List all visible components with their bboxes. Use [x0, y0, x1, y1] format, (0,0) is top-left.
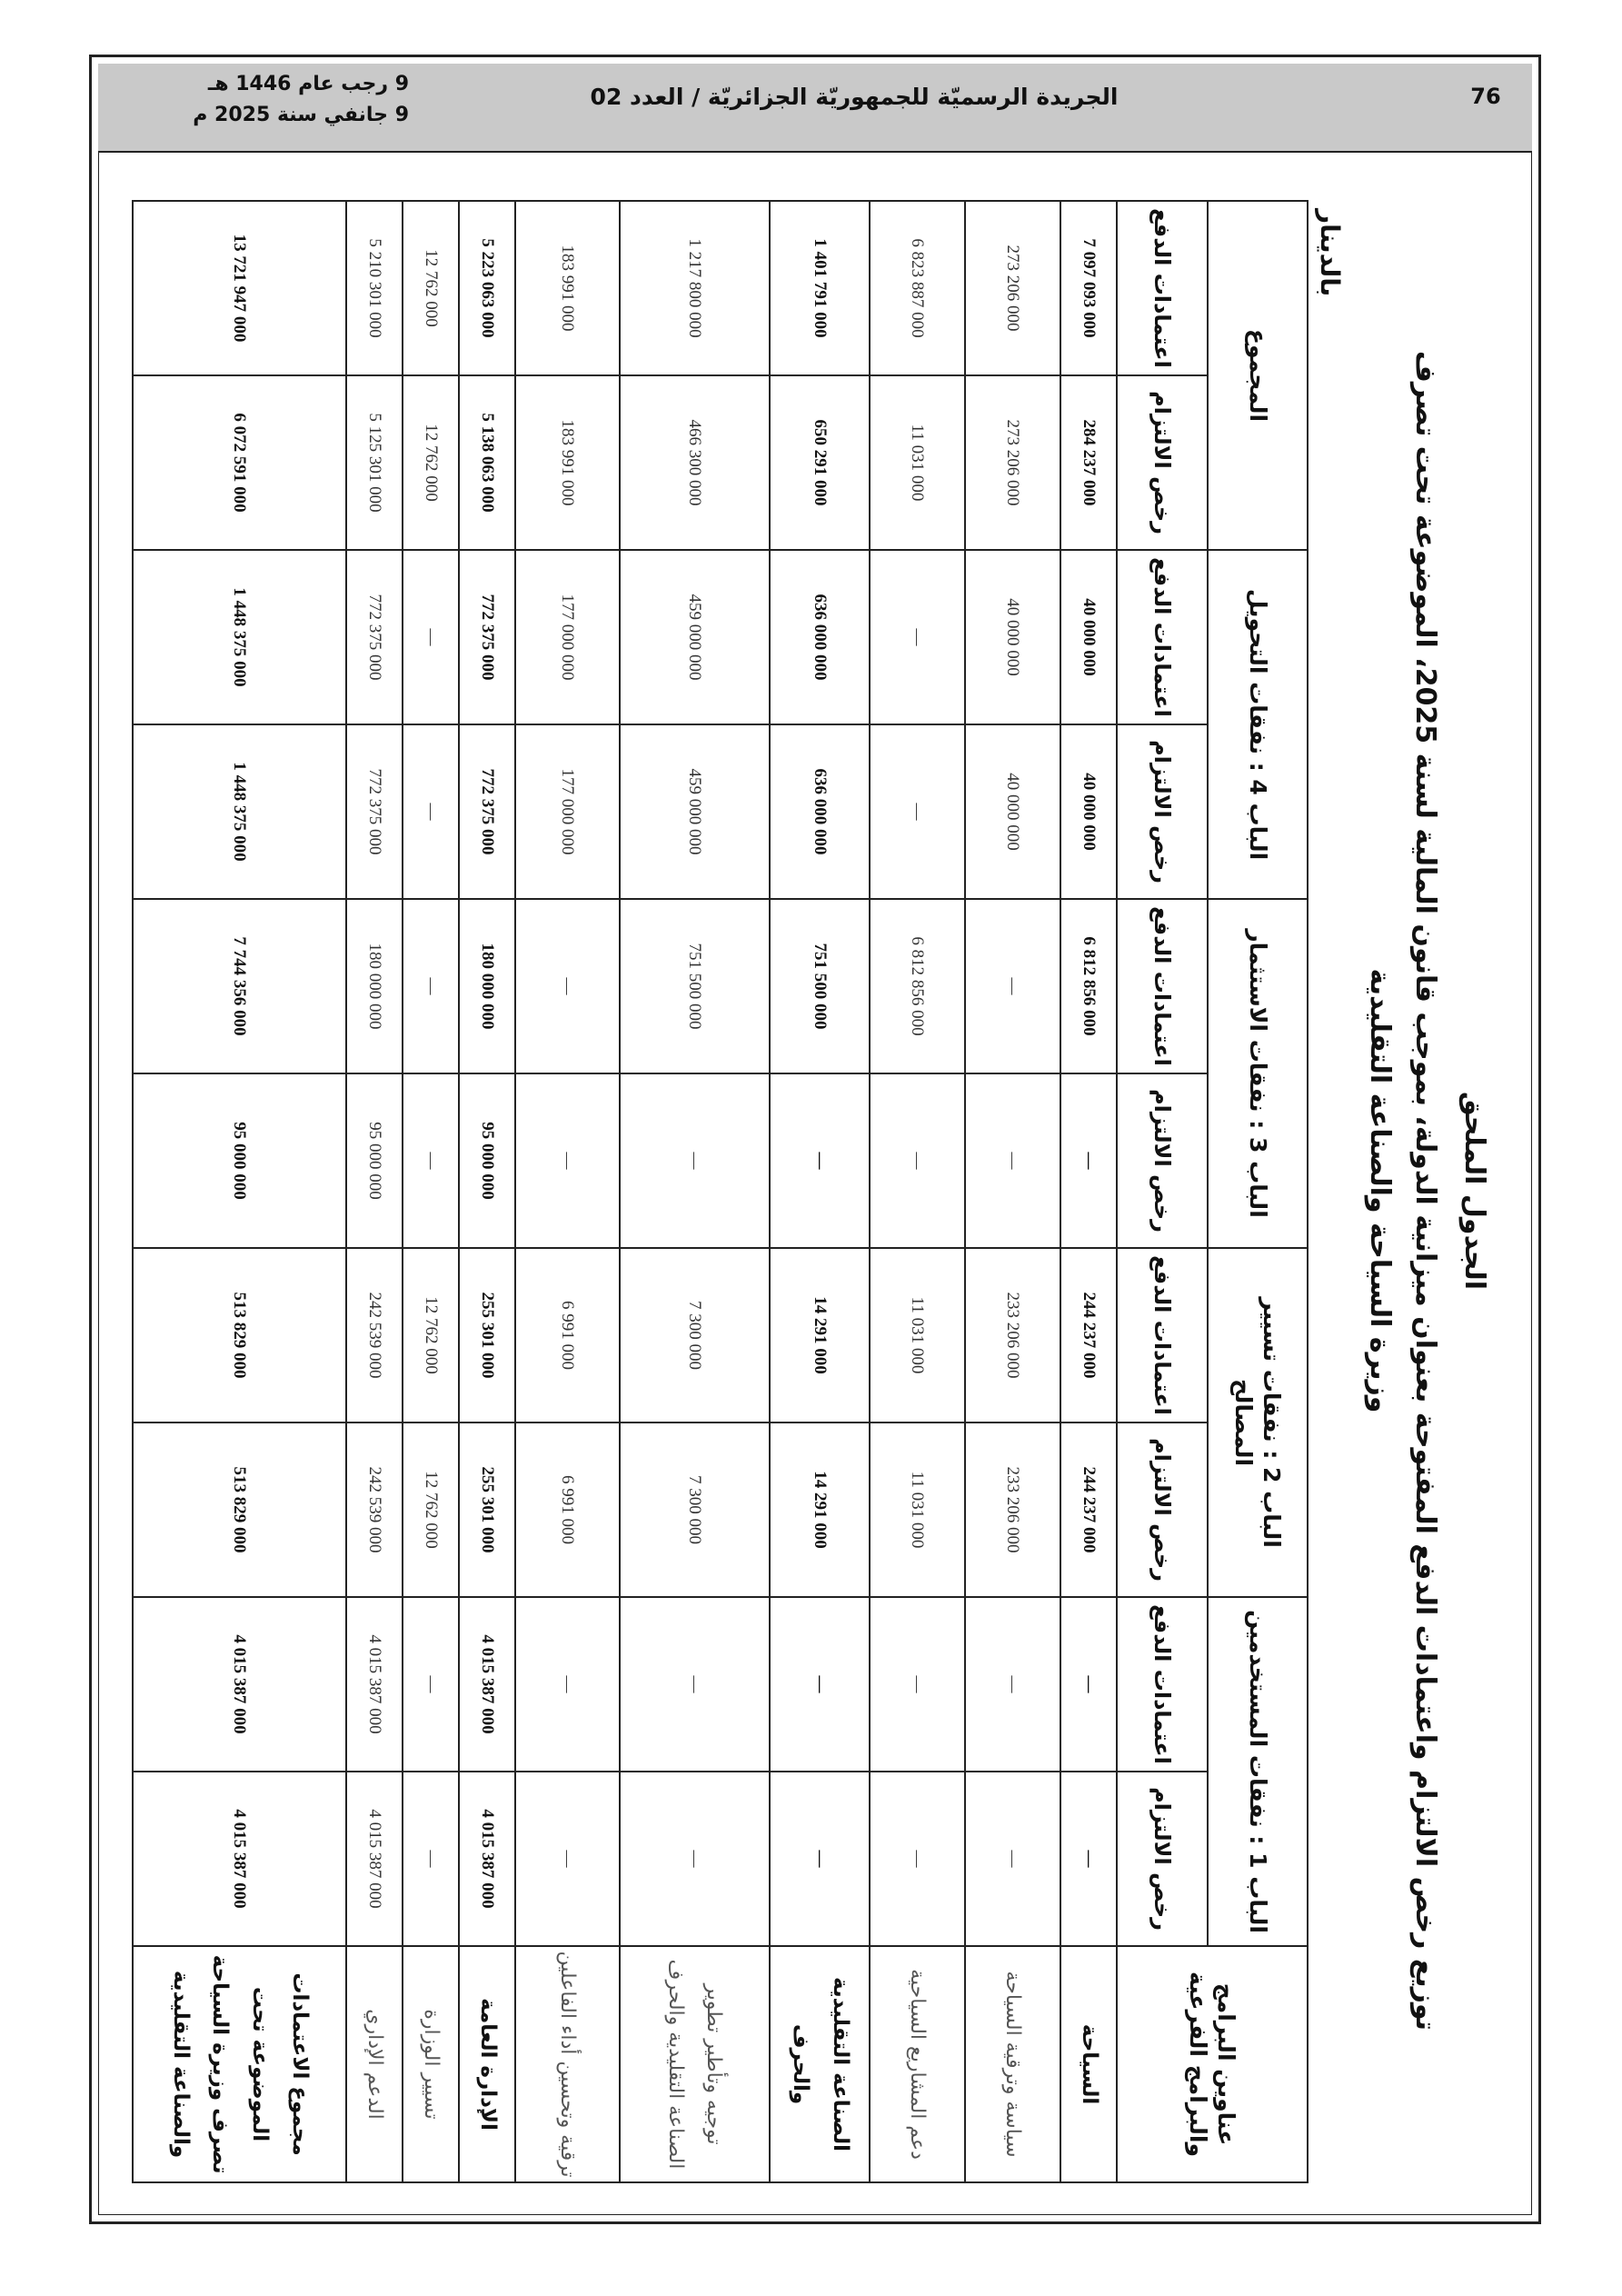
header-commit: رخص الالتزام — [1117, 375, 1208, 550]
rotated-annex — [127, 200, 1490, 2181]
amount-cell: 6 072 591 000 — [133, 375, 346, 550]
amount-cell: — — [870, 724, 965, 899]
table-row — [403, 201, 459, 2182]
amount-cell: 95 000 000 — [346, 1073, 403, 1248]
table-row — [133, 201, 346, 2182]
amount-cell: 244 237 000 — [1060, 1423, 1117, 1597]
annex-subtitle-ministry: وزيرة السياحة والصناعة التقليدية — [1364, 968, 1396, 1413]
header-pay: اعتمادات الدفع — [1117, 1597, 1208, 1772]
table-row — [1060, 201, 1117, 2182]
amount-cell: 233 206 000 — [965, 1423, 1060, 1597]
amount-cell: 4 015 387 000 — [133, 1772, 346, 1946]
annex-title: الجدول الملحق — [1458, 1091, 1490, 1291]
amount-cell: 1 448 375 000 — [133, 724, 346, 899]
program-label: الصناعة التقليدية والحرف — [770, 1946, 870, 2182]
amount-cell: 636 000 000 — [770, 724, 870, 899]
amount-cell: 4 015 387 000 — [459, 1597, 515, 1772]
amount-cell: 273 206 000 — [965, 375, 1060, 550]
amount-cell: 4 015 387 000 — [346, 1772, 403, 1946]
amount-cell: — — [515, 1772, 620, 1946]
amount-cell: — — [1060, 1597, 1117, 1772]
amount-cell: — — [403, 724, 459, 899]
amount-cell: — — [965, 899, 1060, 1073]
amount-cell: — — [870, 1772, 965, 1946]
amount-cell: 242 539 000 — [346, 1248, 403, 1423]
amount-cell: — — [965, 1073, 1060, 1248]
amount-cell: 466 300 000 — [620, 375, 770, 550]
header-group-2: الباب 2 : نفقات تسيير المصالح — [1208, 1248, 1308, 1597]
amount-cell: 40 000 000 — [1060, 550, 1117, 724]
header-group-3: الباب 3 : نفقات الاستثمار — [1208, 899, 1308, 1248]
amount-cell: 11 031 000 — [870, 375, 965, 550]
header-programs: عناوين البرامج والبرامج الفرعية — [1117, 1946, 1308, 2182]
header-group-1: الباب 1 : نفقات المستخدمين — [1208, 1597, 1308, 1946]
amount-cell: 7 300 000 — [620, 1423, 770, 1597]
amount-cell: 242 539 000 — [346, 1423, 403, 1597]
amount-cell: 459 000 000 — [620, 550, 770, 724]
amount-cell: 6 812 856 000 — [870, 899, 965, 1073]
amount-cell: — — [403, 1597, 459, 1772]
table-row — [770, 201, 870, 2182]
header-group-total: المجموع — [1208, 201, 1308, 550]
amount-cell: 4 015 387 000 — [459, 1772, 515, 1946]
table-row — [620, 201, 770, 2182]
amount-cell: 244 237 000 — [1060, 1248, 1117, 1423]
table-row — [459, 201, 515, 2182]
issue-date — [109, 69, 409, 131]
program-label: ترقية وتحسين أداء الفاعلين — [515, 1946, 620, 2182]
gregorian-date: 9 جانفي سنة 2025 م — [193, 104, 409, 126]
amount-cell: 513 829 000 — [133, 1248, 346, 1423]
amount-cell: 11 031 000 — [870, 1248, 965, 1423]
amount-cell: 751 500 000 — [770, 899, 870, 1073]
amount-cell: — — [870, 1597, 965, 1772]
table-row — [515, 201, 620, 2182]
amount-cell: 12 762 000 — [403, 375, 459, 550]
amount-cell: 4 015 387 000 — [346, 1597, 403, 1772]
amount-cell: 284 237 000 — [1060, 375, 1117, 550]
amount-cell: 180 000 000 — [346, 899, 403, 1073]
program-label: الإدارة العامة — [459, 1946, 515, 2182]
annex-subtitle: توزيع رخص الالتزام واعتمادات الدفع المفتوحة بعنوان ميزانية الدولة، بموجب قانون المالية لسنة 2025، الموضوعة تحت تصرف — [1409, 351, 1441, 2031]
amount-cell: 513 829 000 — [133, 1423, 346, 1597]
amount-cell: — — [620, 1073, 770, 1248]
amount-cell: 772 375 000 — [346, 724, 403, 899]
amount-cell: 5 223 063 000 — [459, 201, 515, 375]
amount-cell: — — [620, 1597, 770, 1772]
amount-cell: 11 031 000 — [870, 1423, 965, 1597]
amount-cell: — — [965, 1772, 1060, 1946]
amount-cell: 12 762 000 — [403, 1248, 459, 1423]
table-row — [346, 201, 403, 2182]
amount-cell: 6 823 887 000 — [870, 201, 965, 375]
amount-cell: — — [870, 1073, 965, 1248]
amount-cell: 233 206 000 — [965, 1248, 1060, 1423]
amount-cell: 177 000 000 — [515, 724, 620, 899]
program-label: مجموع الاعتمادات الموضوعة تحت تصرف وزيرة السياحة والصناعة التقليدية — [133, 1946, 346, 2182]
header-pay: اعتمادات الدفع — [1117, 899, 1208, 1073]
amount-cell: 183 991 000 — [515, 375, 620, 550]
amount-cell: 255 301 000 — [459, 1248, 515, 1423]
amount-cell: 95 000 000 — [459, 1073, 515, 1248]
program-label: دعم المشاريع السياحية — [870, 1946, 965, 2182]
amount-cell: — — [515, 1073, 620, 1248]
amount-cell: 177 000 000 — [515, 550, 620, 724]
amount-cell: — — [515, 1597, 620, 1772]
amount-cell: 5 125 301 000 — [346, 375, 403, 550]
amount-cell: — — [403, 1772, 459, 1946]
amount-cell: 772 375 000 — [459, 724, 515, 899]
amount-cell: 772 375 000 — [346, 550, 403, 724]
amount-cell: 459 000 000 — [620, 724, 770, 899]
program-label: توجيه وتأطير تطوير الصناعة التقليدية والحرف — [620, 1946, 770, 2182]
amount-cell: 5 138 063 000 — [459, 375, 515, 550]
currency-unit: بالدينار — [1315, 209, 1345, 297]
page-number: 76 — [1470, 84, 1501, 109]
amount-cell: 1 217 800 000 — [620, 201, 770, 375]
amount-cell: 1 448 375 000 — [133, 550, 346, 724]
amount-cell: 180 000 000 — [459, 899, 515, 1073]
program-label: الدعم الإداري — [346, 1946, 403, 2182]
budget-table — [132, 200, 1309, 2183]
amount-cell: 40 000 000 — [1060, 724, 1117, 899]
amount-cell: 14 291 000 — [770, 1423, 870, 1597]
amount-cell: 7 744 356 000 — [133, 899, 346, 1073]
header-commit: رخص الالتزام — [1117, 1772, 1208, 1946]
hijri-date: 9 رجب عام 1446 هـ — [207, 73, 409, 95]
amount-cell: 5 210 301 000 — [346, 201, 403, 375]
amount-cell: 13 721 947 000 — [133, 201, 346, 375]
amount-cell: 751 500 000 — [620, 899, 770, 1073]
amount-cell: — — [1060, 1772, 1117, 1946]
table-row — [965, 201, 1060, 2182]
header-pay: اعتمادات الدفع — [1117, 201, 1208, 375]
amount-cell: 95 000 000 — [133, 1073, 346, 1248]
amount-cell: — — [965, 1597, 1060, 1772]
amount-cell: — — [403, 899, 459, 1073]
program-label: سياسة وترقية السياحة — [965, 1946, 1060, 2182]
amount-cell: — — [770, 1073, 870, 1248]
amount-cell: 650 291 000 — [770, 375, 870, 550]
amount-cell: 12 762 000 — [403, 1423, 459, 1597]
amount-cell: — — [770, 1597, 870, 1772]
amount-cell: — — [620, 1772, 770, 1946]
amount-cell: 6 991 000 — [515, 1423, 620, 1597]
amount-cell: 183 991 000 — [515, 201, 620, 375]
header-group-4: الباب 4 : نفقات التحويل — [1208, 550, 1308, 899]
header-pay: اعتمادات الدفع — [1117, 550, 1208, 724]
amount-cell: 636 000 000 — [770, 550, 870, 724]
header-commit: رخص الالتزام — [1117, 724, 1208, 899]
amount-cell: 12 762 000 — [403, 201, 459, 375]
header-commit: رخص الالتزام — [1117, 1073, 1208, 1248]
gazette-title: الجريدة الرسميّة للجمهوريّة الجزائريّة / العدد 02 — [590, 84, 1119, 110]
amount-cell: 40 000 000 — [965, 724, 1060, 899]
amount-cell: — — [1060, 1073, 1117, 1248]
amount-cell: 7 300 000 — [620, 1248, 770, 1423]
amount-cell: — — [515, 899, 620, 1073]
amount-cell: 40 000 000 — [965, 550, 1060, 724]
amount-cell: 4 015 387 000 — [133, 1597, 346, 1772]
amount-cell: — — [870, 550, 965, 724]
table-row — [870, 201, 965, 2182]
amount-cell: 255 301 000 — [459, 1423, 515, 1597]
header-commit: رخص الالتزام — [1117, 1423, 1208, 1597]
amount-cell: 273 206 000 — [965, 201, 1060, 375]
amount-cell: 7 097 093 000 — [1060, 201, 1117, 375]
amount-cell: 772 375 000 — [459, 550, 515, 724]
header-pay: اعتمادات الدفع — [1117, 1248, 1208, 1423]
amount-cell: 6 991 000 — [515, 1248, 620, 1423]
amount-cell: — — [403, 550, 459, 724]
budget-table-body — [133, 201, 1117, 2182]
amount-cell: — — [403, 1073, 459, 1248]
program-label: تسيير الوزارة — [403, 1946, 459, 2182]
amount-cell: 6 812 856 000 — [1060, 899, 1117, 1073]
amount-cell: 14 291 000 — [770, 1248, 870, 1423]
amount-cell: — — [770, 1772, 870, 1946]
amount-cell: 1 401 791 000 — [770, 201, 870, 375]
program-label: السياحة — [1060, 1946, 1117, 2182]
